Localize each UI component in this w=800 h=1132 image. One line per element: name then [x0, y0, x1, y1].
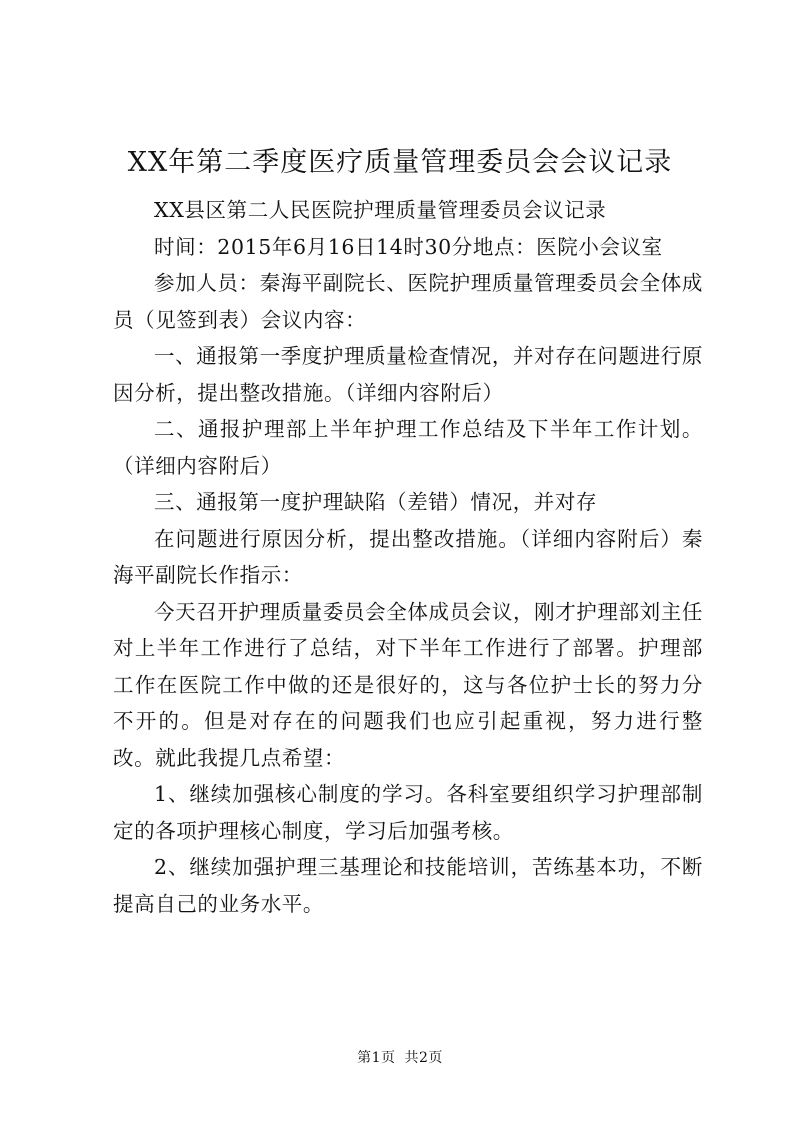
document-body [113, 192, 703, 922]
page-footer [0, 1047, 800, 1067]
paragraph-item-3-cont: 在问题进行原因分析，提出整改措施。（详细内容附后）秦海平副院长作指示： [113, 526, 703, 587]
paragraph-subtitle: XX县区第二人民医院护理质量管理委员会议记录 [154, 198, 607, 222]
paragraph-speech: 今天召开护理质量委员会全体成员会议，刚才护理部刘主任对上半年工作进行了总结，对下半年工作进行了部署。护理部工作在医院工作中做的还是很好的，这与各位护士长的努力分不开的。但是对存在的问题我们也应引起重视，努力进行整改。就此我提几点希望： [113, 599, 703, 770]
paragraph-item-3: 三、通报第一度护理缺陷（差错）情况，并对存 [154, 490, 598, 514]
paragraph-item-2: 二、通报护理部上半年护理工作总结及下半年工作计划。（详细内容附后） [113, 417, 703, 478]
paragraph-attendees: 参加人员：秦海平副院长、医院护理质量管理委员会全体成员（见签到表）会议内容： [113, 271, 703, 332]
paragraph-time-location: 时间：2015年6月16日14时30分地点：医院小会议室 [154, 234, 663, 259]
document-title: XX年第二季度医疗质量管理委员会会议记录 [127, 147, 673, 178]
page-number: 第1页 [357, 1050, 396, 1066]
page-total: 共2页 [404, 1050, 443, 1066]
paragraph-point-1: 1、继续加强核心制度的学习。各科室要组织学习护理部制定的各项护理核心制度，学习后加强考核。 [113, 782, 703, 843]
paragraph-point-2: 2、继续加强护理三基理论和技能培训，苦练基本功，不断提高自己的业务水平。 [113, 855, 703, 916]
paragraph-item-1: 一、通报第一季度护理质量检查情况，并对存在问题进行原因分析，提出整改措施。（详细内容附后） [113, 344, 703, 405]
